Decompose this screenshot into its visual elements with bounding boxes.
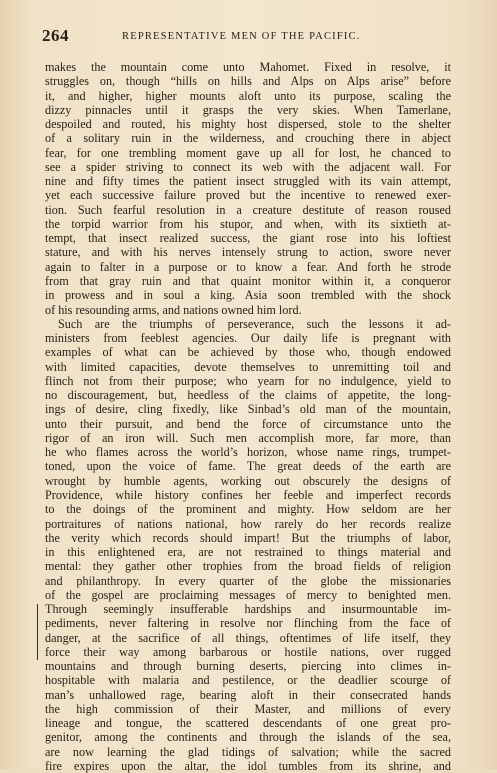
text-line: stature, and with his nerves intensely strung to action, swore never	[45, 245, 451, 260]
text-line: rigor of an iron will. Such men accomplish more, far more, than	[45, 430, 451, 445]
text-line: pediments, never faltering in resolve nor flinching from the face of	[45, 616, 451, 631]
text-line: are now learning the glad tidings of salvation; while the sacred	[45, 744, 451, 759]
text-line: yet each successive failure proved but the incentive to renewed exer-	[45, 188, 451, 203]
text-line: unto their pursuit, and bend the force of circumstance unto the	[45, 416, 451, 431]
text-line: it, and higher, higher mounts aloft unto its purpose, scaling the	[45, 88, 451, 103]
text-line: from that gray ruin and that quaint monitor within it, a conqueror	[45, 273, 451, 288]
text-line: Through seemingly insufferable hardships and insurmountable im-	[45, 602, 451, 617]
text-line: with limited capacities, devote themselves to unremitting toil and	[45, 359, 451, 374]
text-line: to the doings of the prominent and mighty. How seldom are her	[45, 502, 451, 517]
text-line: hospitable with malaria and pestilence, or the deadlier scourge of	[45, 673, 451, 688]
text-line: makes the mountain come unto Mahomet. Fixed in resolve, it	[45, 60, 451, 74]
page-number: 264	[42, 26, 69, 45]
text-line: portraitures of nations national, how rarely do her records realize	[45, 516, 451, 531]
text-line: mountains and through burning deserts, piercing into climes in-	[45, 659, 451, 674]
text-line: wrought by humble agents, working out obscurely the designs of	[45, 473, 451, 488]
text-line: fire expires upon the altar, the idol tumbles from its shrine, and	[45, 759, 451, 773]
text-line: the torpid warrior from his stupor, and when, with its sixtieth at-	[45, 216, 451, 231]
text-line: force their way among barbarous or hostile nations, over rugged	[45, 644, 451, 659]
text-line: of his resounding arms, and nations owned him lord.	[45, 302, 302, 317]
text-line: ministers from feeblest agencies. Our daily life is pregnant with	[45, 331, 451, 346]
text-line: fear, for one trembling moment gave up all for lost, he chanced to	[45, 145, 451, 160]
text-line: the verity which records should impart! But the triumphs of labor,	[45, 530, 451, 545]
body-text	[45, 60, 451, 773]
text-line: see a spider striving to connect its web with the adjacent wall. For	[45, 159, 451, 174]
text-line: struggles on, though “hills on hills and Alps on Alps arise” before	[45, 74, 451, 89]
text-line: again to falter in a purpose or to know a fear. And forth he strode	[45, 259, 451, 274]
text-line: in prowess and in soul a king. Asia soon trembled with the shock	[45, 288, 451, 303]
text-line: despoiled and routed, his mighty host dispersed, stole to the shelter	[45, 117, 451, 132]
running-head: REPRESENTATIVE MEN OF THE PACIFIC.	[122, 31, 361, 42]
text-line: of the gospel are proclaiming messages of mercy to benighted men.	[45, 587, 451, 602]
text-line: ings of desire, cling fixedly, like Sinbad’s old man of the mountain,	[45, 402, 451, 417]
text-line: genitor, among the continents and through the islands of the sea,	[45, 730, 451, 745]
text-line: no discouragement, but, heedless of the claims of appetite, the long-	[45, 388, 451, 403]
text-line: nine and fifty times the patient insect struggled with its vain attempt,	[45, 174, 451, 189]
text-line: mental: they gather other trophies from the broad fields of religion	[45, 559, 451, 574]
text-line: flinch not from their purpose; who yearn for no indulgence, yield to	[45, 373, 451, 388]
text-line: Such are the triumphs of perseverance, such the lessons it ad-	[58, 316, 451, 331]
text-line: in this enlightened era, are not restrained to things material and	[45, 545, 451, 560]
text-line: and philanthropy. In every quarter of the globe the missionaries	[45, 573, 451, 588]
text-line: lineage and tongue, the scattered descendants of one great pro-	[45, 716, 451, 731]
text-line: dizzy pinnacles until it grasps the very skies. When Tamerlane,	[45, 102, 451, 117]
text-line: examples of what can be achieved by those who, though endowed	[45, 345, 451, 360]
text-line: tion. Such fearful resolution in a creature destitute of reason roused	[45, 202, 451, 217]
text-line: danger, at the sacrifice of all things, oftentimes of life itself, they	[45, 630, 451, 645]
text-line: man’s unhallowed rage, bearing aloft in their consecrated hands	[45, 687, 451, 702]
text-line: tempt, that insect realized success, the giant rose into his loftiest	[45, 231, 451, 246]
text-line: Providence, while history confines her feeble and imperfect records	[45, 487, 451, 502]
text-line: toned, upon the voice of fame. The great deeds of the earth are	[45, 459, 451, 474]
text-line: of a solitary ruin in the wilderness, and crouching there in abject	[45, 131, 451, 146]
text-line: the high commission of their Master, and millions of every	[45, 701, 451, 716]
margin-pencil-mark	[37, 604, 38, 660]
text-line: he who flames across the world’s horizon, whose name rings, trumpet-	[45, 445, 451, 460]
